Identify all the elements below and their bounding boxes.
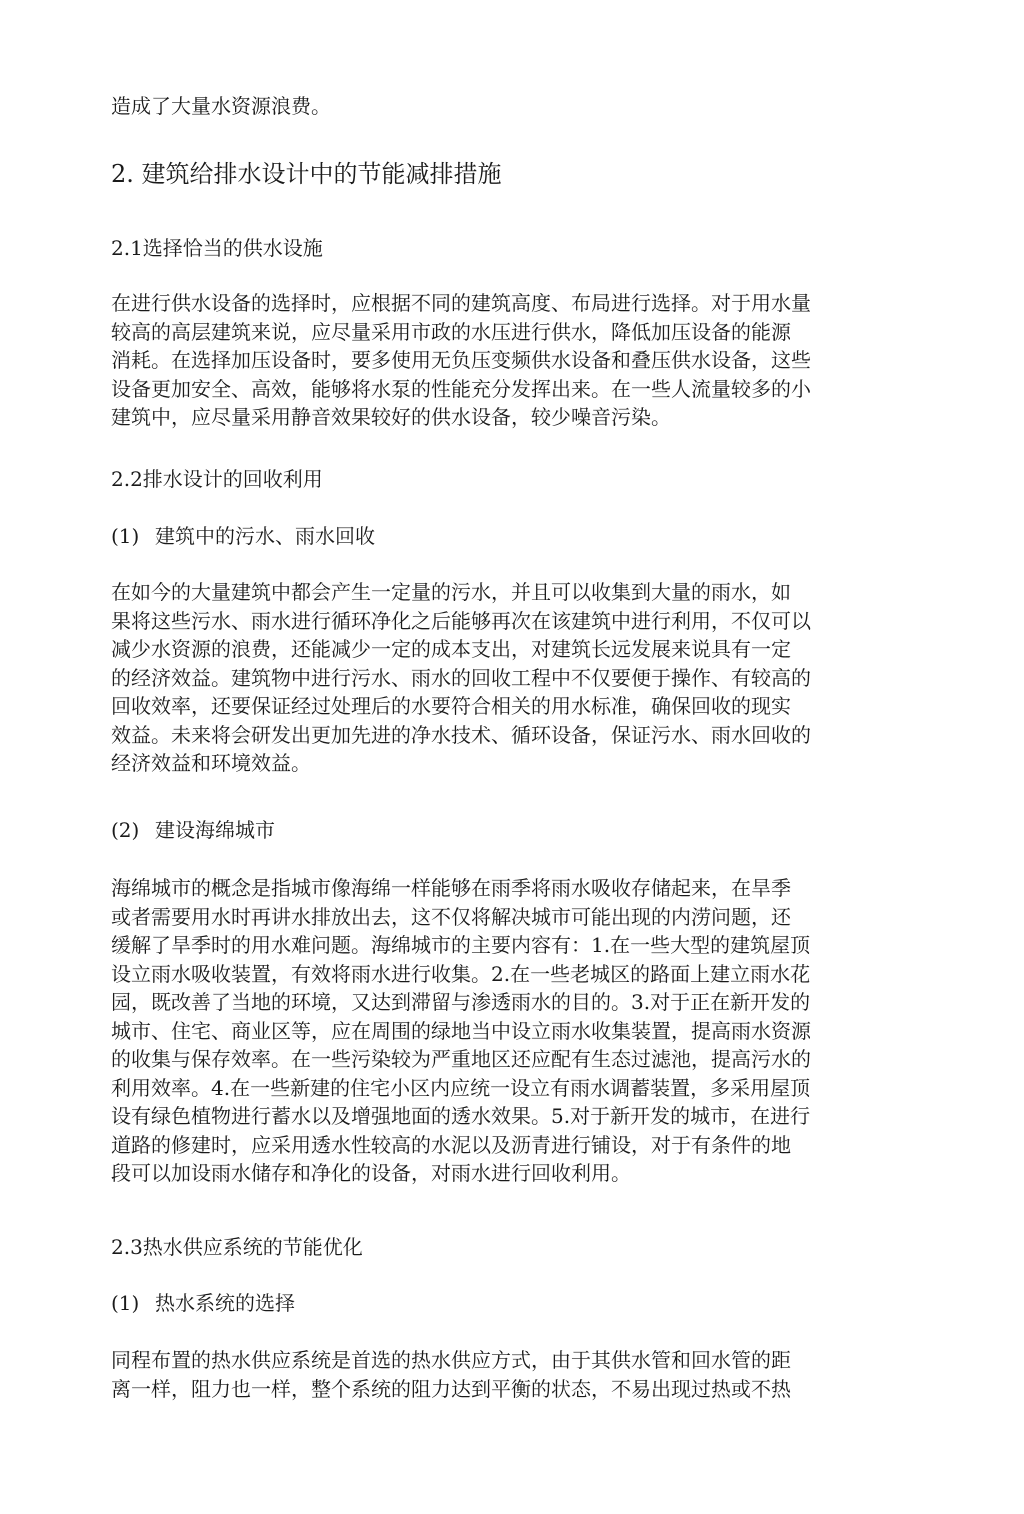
paragraph-line: 减少水资源的浪费，还能减少一定的成本支出，对建筑长远发展来说具有一定 (111, 637, 791, 661)
paragraph-line: 在进行供水设备的选择时，应根据不同的建筑高度、布局进行选择。对于用水量 (111, 291, 811, 315)
list-item-2-2-2 (111, 816, 275, 844)
section-2-2-1-paragraph (111, 578, 901, 778)
paragraph-line: 缓解了旱季时的用水难问题。海绵城市的主要内容有：1.在一些大型的建筑屋顶 (111, 933, 811, 957)
paragraph-line: 效益。未来将会研发出更加先进的净水技术、循环设备，保证污水、雨水回收的 (111, 722, 811, 747)
paragraph-line: 海绵城市的概念是指城市像海绵一样能够在雨季将雨水吸收存储起来，在旱季 (111, 876, 791, 900)
paragraph-line: 建筑中，应尽量采用静音效果较好的供水设备，较少噪音污染。 (111, 405, 671, 429)
list-item-label: 建设海绵城市 (155, 818, 275, 842)
paragraph-line: 同程布置的热水供应系统是首选的热水供应方式，由于其供水管和回水管的距 (111, 1348, 791, 1372)
section-2-title: 2. 建筑给排水设计中的节能减排措施 (111, 160, 502, 188)
list-item-label: 热水系统的选择 (155, 1291, 295, 1315)
list-item-2-3-1 (111, 1289, 295, 1317)
paragraph-line: 经济效益和环境效益。 (111, 751, 311, 775)
paragraph-line: 果将这些污水、雨水进行循环净化之后能够再次在该建筑中进行利用，不仅可以 (111, 608, 811, 633)
section-2-3-1-paragraph (111, 1346, 901, 1403)
paragraph-line: 离一样，阻力也一样，整个系统的阻力达到平衡的状态，不易出现过热或不热 (111, 1376, 791, 1401)
paragraph-line: 城市、住宅、商业区等，应在周围的绿地当中设立雨水收集装置，提高雨水资源 (111, 1018, 811, 1043)
section-2-2-2-paragraph (111, 874, 901, 1188)
paragraph-line: 道路的修建时，应采用透水性较高的水泥以及沥青进行铺设，对于有条件的地 (111, 1132, 791, 1157)
list-item-label: 建筑中的污水、雨水回收 (155, 524, 375, 548)
paragraph-line: 利用效率。4.在一些新建的住宅小区内应统一设立有雨水调蓄装置，多采用屋顶 (111, 1075, 811, 1100)
paragraph-line: 在如今的大量建筑中都会产生一定量的污水，并且可以收集到大量的雨水，如 (111, 580, 791, 604)
paragraph-line: 设立雨水吸收装置，有效将雨水进行收集。2.在一些老城区的路面上建立雨水花 (111, 961, 811, 986)
paragraph-line: 或者需要用水时再讲水排放出去，这不仅将解决城市可能出现的内涝问题，还 (111, 904, 791, 929)
paragraph-line: 的经济效益。建筑物中进行污水、雨水的回收工程中不仅要便于操作、有较高的 (111, 665, 811, 690)
paragraph-line: 造成了大量水资源浪费。 (111, 94, 331, 118)
paragraph-line: 设备更加安全、高效，能够将水泵的性能充分发挥出来。在一些人流量较多的小 (111, 376, 811, 401)
paragraph-line: 设有绿色植物进行蓄水以及增强地面的透水效果。5.对于新开发的城市，在进行 (111, 1104, 811, 1128)
paragraph-line: 园，既改善了当地的环境，又达到滞留与渗透雨水的目的。3.对于正在新开发的 (111, 990, 811, 1014)
paragraph-line: 的收集与保存效率。在一些污染较为严重地区还应配有生态过滤池，提高污水的 (111, 1047, 811, 1071)
list-item-number: (1) (111, 1291, 140, 1315)
paragraph-line: 回收效率，还要保证经过处理后的水要符合相关的用水标准，确保回收的现实 (111, 694, 791, 718)
list-item-2-2-1 (111, 522, 375, 550)
intro-tail-paragraph (111, 92, 901, 121)
section-2-2-title: 2.2排水设计的回收利用 (111, 467, 323, 491)
section-2-1-title: 2.1选择恰当的供水设施 (111, 236, 323, 260)
paragraph-line: 消耗。在选择加压设备时，要多使用无负压变频供水设备和叠压供水设备，这些 (111, 348, 811, 372)
list-item-number: (2) (111, 818, 140, 842)
paragraph-line: 段可以加设雨水储存和净化的设备，对雨水进行回收利用。 (111, 1161, 631, 1185)
section-2-1-paragraph (111, 289, 901, 432)
list-item-number: (1) (111, 524, 140, 548)
paragraph-line: 较高的高层建筑来说，应尽量采用市政的水压进行供水，降低加压设备的能源 (111, 319, 791, 344)
section-2-3-title: 2.3热水供应系统的节能优化 (111, 1235, 363, 1259)
